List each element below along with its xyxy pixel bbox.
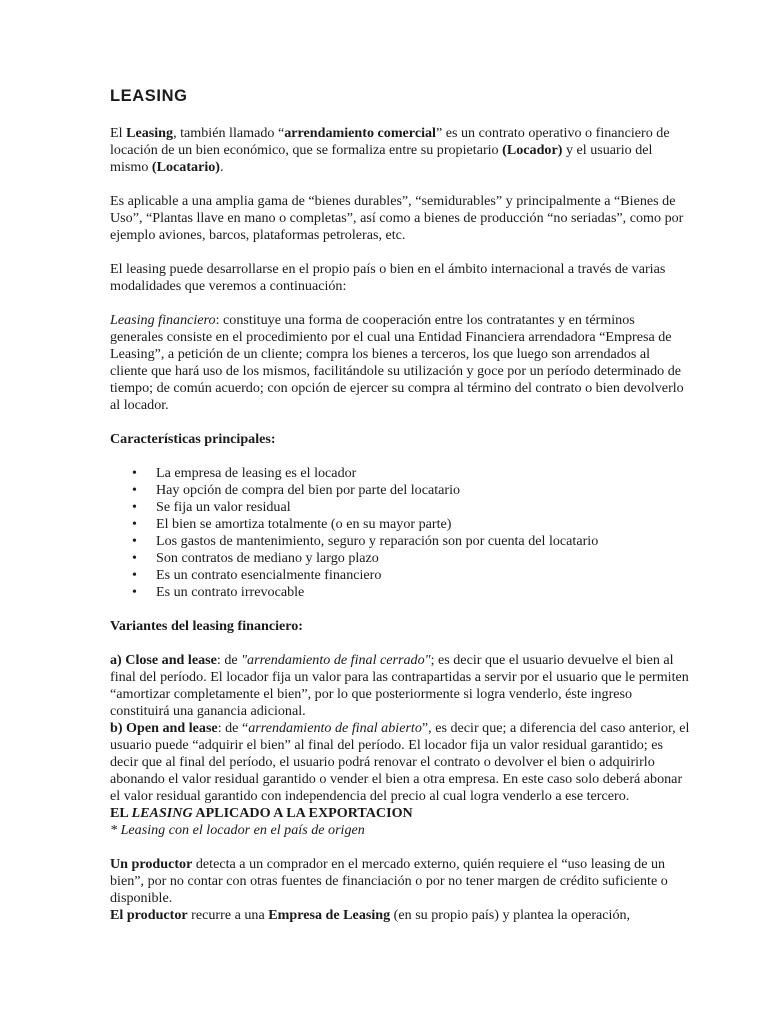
list-item: • Es un contrato irrevocable (156, 584, 690, 601)
variante-b-text: : de “ (217, 720, 249, 736)
financiero-text: : constituye una forma de cooperación entre los contratantes y en términos generales consiste en el procedimiento por el cual una Entidad Financiera arrendadora “Empresa de Leasing”, a petición de un cliente; compra los bienes a terceros, los que luego son arrendados al cliente que hará uso de los mismos, facilitándole su utilización y goce por un período determinado de tiempo; de común acuerdo; con opción de ejercer su compra al término del contrato o bien devolverlo al locador. (110, 312, 684, 413)
list-item: • Son contratos de mediano y largo plazo (156, 550, 690, 567)
variante-b-text: ”, es decir que; a diferencia del caso anterior, el usuario puede “adquirir el bien” al final del período. El locador fija un valor residual garantido; es decir que al final del período, el usuario podrá renovar el contrato o devolver el bien o adquirirlo abonando el valor residual garantido o vender el bien a otra empresa. En este caso solo deberá abonar el valor residual garantido con independencia del precio al cual logra venderlo a ese tercero. (110, 720, 690, 804)
productor-paragraph-2 (110, 907, 690, 924)
document-body (110, 86, 690, 924)
intro-bold-locatario: (Locatario) (151, 159, 221, 175)
exportacion-heading (110, 805, 690, 822)
variante-a-text: ; es decir que el usuario devuelve el bien al final del período. El locador fija un valor para las contrapartidas a servir por el usuario que le permiten “amortizar completamente el bien”, por lo que posteriormente si logra venderlo, éste ingreso constituirá una ganancia adicional. (110, 652, 689, 719)
list-item: • El bien se amortiza totalmente (o en su mayor parte) (156, 516, 690, 533)
aplicable-paragraph: Es aplicable a una amplia gama de “bienes durables”, “semidurables” y principalmente a “Bienes de Uso”, “Plantas llave en mano o completas”, así como a bienes de producción “no seriadas”, como por ejemplo aviones, barcos, plataformas petroleras, etc. (110, 193, 684, 243)
exportacion-heading-text: EL (110, 805, 132, 821)
exportacion-subheading (110, 822, 690, 839)
intro-bold-locador: (Locador) (502, 142, 563, 158)
variantes-heading: Variantes del leasing financiero: (110, 618, 304, 634)
list-item: • Hay opción de compra del bien por parte del locatario (156, 482, 690, 499)
variante-b-term: arrendamiento de final abierto (248, 720, 422, 736)
productor-bold: El productor (110, 907, 188, 923)
financiero-paragraph (110, 312, 690, 414)
intro-text: , también llamado “ (173, 125, 285, 141)
intro-bold-arrendamiento: arrendamiento comercial (284, 125, 436, 141)
variante-a-term: "arrendamiento de final cerrado" (241, 652, 431, 668)
productor-text: detecta a un comprador en el mercado externo, quién requiere el “uso leasing de un bien”, por no contar con otras fuentes de financiación o por no tener margen de crédito suficiente o disponible. (110, 856, 668, 906)
list-item: • Es un contrato esencialmente financiero (156, 567, 690, 584)
productor-text: (en su propio país) y plantea la operación, (390, 907, 631, 923)
productor-paragraph (110, 856, 690, 907)
list-item: • La empresa de leasing es el locador (156, 465, 690, 482)
list-item: • Los gastos de mantenimiento, seguro y reparación son por cuenta del locatario (156, 533, 690, 550)
empresa-leasing-bold: Empresa de Leasing (268, 907, 391, 923)
exportacion-heading-leasing: LEASING (131, 805, 193, 821)
intro-bold-leasing: Leasing (126, 125, 174, 141)
variante-b-label: b) Open and lease (110, 720, 218, 736)
intro-text: El (110, 125, 127, 141)
exportacion-subheading-text: * Leasing con el locador en el país de origen (110, 822, 365, 838)
page-title: LEASING (110, 87, 188, 105)
caracteristicas-heading: Características principales: (110, 431, 276, 447)
variante-a-text: : de (216, 652, 242, 668)
variante-b-paragraph (110, 720, 690, 805)
list-item: • Se fija un valor residual (156, 499, 690, 516)
variante-a-label: a) Close and lease (110, 652, 217, 668)
productor-bold: Un productor (110, 856, 193, 872)
caracteristicas-list (110, 465, 690, 601)
intro-text: y el usuario del mismo (110, 142, 653, 175)
intro-text: ” es un contrato operativo o financiero de locación de un bien económico, que se formaliza entre su propietario (110, 125, 670, 158)
exportacion-heading-text: APLICADO A LA EXPORTACION (192, 805, 413, 821)
variante-a-paragraph (110, 652, 690, 720)
desarrollo-paragraph: El leasing puede desarrollarse en el propio país o bien en el ámbito internacional a través de varias modalidades que veremos a continuación: (110, 261, 666, 294)
intro-text: . (220, 159, 224, 175)
financiero-term: Leasing financiero (110, 312, 216, 328)
productor-text: recurre a una (187, 907, 269, 923)
intro-paragraph (110, 125, 690, 176)
